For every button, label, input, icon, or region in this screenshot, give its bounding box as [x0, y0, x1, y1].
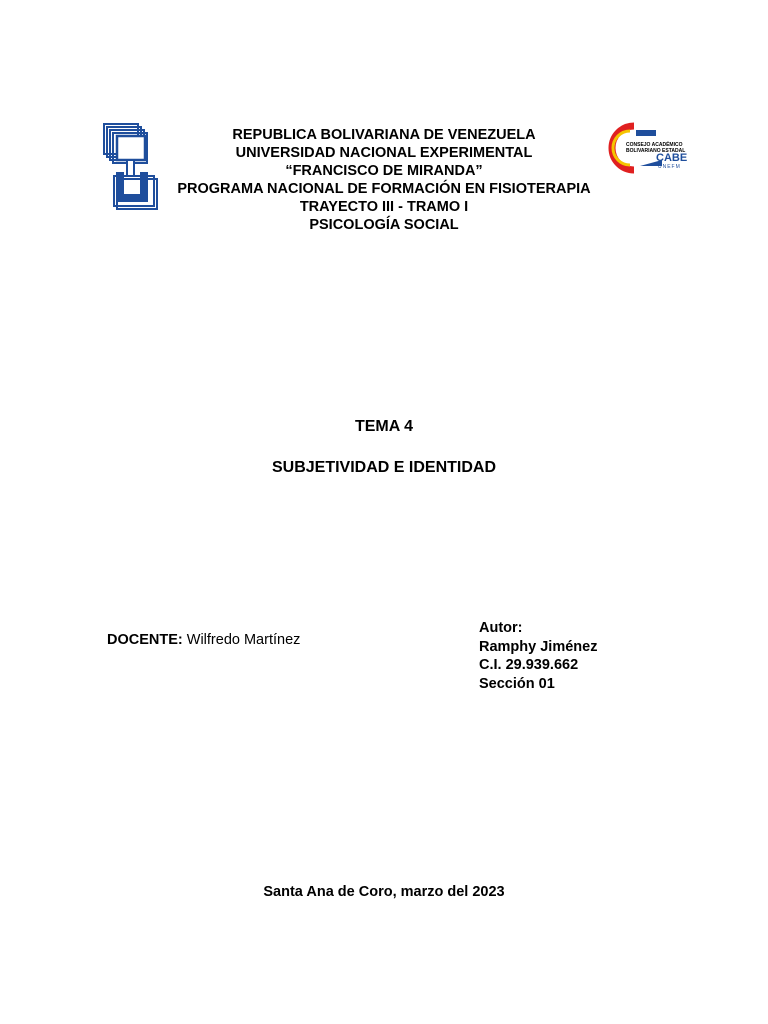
header-country: REPUBLICA BOLIVARIANA DE VENEZUELA — [232, 127, 536, 143]
topic-number: TEMA 4 — [354, 418, 414, 435]
header-program: PROGRAMA NACIONAL DE FORMACIÓN EN FISIOTERAPIA — [177, 181, 591, 197]
institution-header — [150, 126, 618, 234]
author-id: C.I. 29.939.662 — [479, 657, 579, 673]
teacher-name: Wilfredo Martínez — [186, 632, 301, 648]
header-university: UNIVERSIDAD NACIONAL EXPERIMENTAL — [235, 145, 533, 161]
cabe-logo-sub: UNEFM — [658, 164, 681, 170]
header-university-name: “FRANCISCO DE MIRANDA” — [285, 163, 483, 179]
topic-title: SUBJETIVIDAD E IDENTIDAD — [271, 459, 497, 476]
place-date: Santa Ana de Coro, marzo del 2023 — [263, 884, 505, 900]
author-label: Autor: — [479, 620, 523, 636]
author-name: Ramphy Jiménez — [479, 638, 598, 655]
cabe-logo-main: CABE — [656, 152, 688, 164]
teacher-label: DOCENTE: — [107, 632, 183, 648]
cabe-logo-line2: BOLIVARIANO ESTADAL — [626, 148, 686, 154]
header-course: PSICOLOGÍA SOCIAL — [309, 217, 459, 233]
cabe-logo-line1: CONSEJO ACADÉMICO — [626, 142, 683, 148]
author-block — [479, 619, 597, 693]
author-section: Sección 01 — [479, 675, 555, 692]
header-trayecto: TRAYECTO III - TRAMO I — [299, 199, 469, 215]
teacher-line — [107, 632, 300, 648]
